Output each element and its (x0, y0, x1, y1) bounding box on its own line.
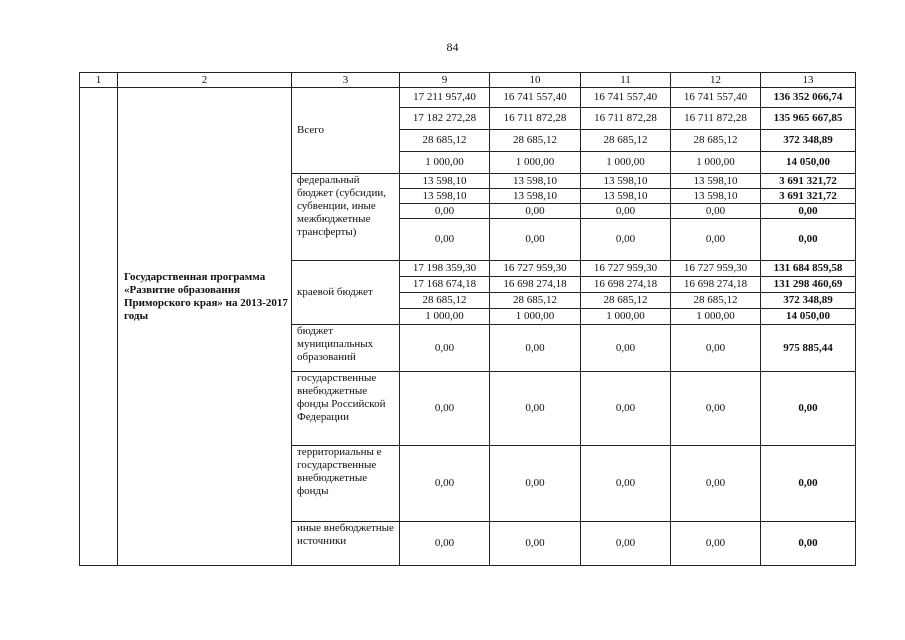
value-cell: 1 000,00 (400, 152, 490, 174)
value-cell: 16 711 872,28 (490, 108, 581, 130)
total-cell: 136 352 066,74 (761, 88, 856, 108)
value-cell: 16 741 557,40 (490, 88, 581, 108)
value-cell: 13 598,10 (581, 189, 671, 204)
value-cell: 0,00 (400, 372, 490, 446)
value-cell: 28 685,12 (400, 293, 490, 309)
value-cell: 28 685,12 (671, 130, 761, 152)
value-cell: 13 598,10 (581, 174, 671, 189)
value-cell: 0,00 (581, 372, 671, 446)
value-cell: 0,00 (400, 522, 490, 566)
value-cell: 0,00 (490, 372, 581, 446)
source-state-funds: государственные внебюджетные фонды Российской Федерации (292, 372, 400, 446)
total-cell: 372 348,89 (761, 130, 856, 152)
value-cell: 1 000,00 (581, 152, 671, 174)
source-regional: краевой бюджет (292, 261, 400, 325)
value-cell: 13 598,10 (400, 174, 490, 189)
value-cell: 0,00 (490, 325, 581, 372)
value-cell: 0,00 (400, 325, 490, 372)
value-cell: 0,00 (581, 522, 671, 566)
value-cell: 0,00 (671, 325, 761, 372)
value-cell: 1 000,00 (400, 309, 490, 325)
page-number: 84 (446, 40, 459, 54)
header-cell: 9 (400, 73, 490, 88)
value-cell: 1 000,00 (671, 152, 761, 174)
total-cell: 0,00 (761, 446, 856, 522)
value-cell: 16 711 872,28 (671, 108, 761, 130)
total-cell: 14 050,00 (761, 309, 856, 325)
header-cell: 2 (118, 73, 292, 88)
value-cell: 0,00 (400, 219, 490, 261)
source-territorial-funds: территориальны е государственные внебюджетные фонды (292, 446, 400, 522)
value-cell: 16 698 274,18 (581, 277, 671, 293)
source-federal: федеральный бюджет (субсидии, субвенции, иные межбюджетные трансферты) (292, 174, 400, 261)
value-cell: 16 741 557,40 (671, 88, 761, 108)
value-cell: 0,00 (671, 219, 761, 261)
header-cell: 3 (292, 73, 400, 88)
value-cell: 0,00 (671, 204, 761, 219)
total-cell: 3 691 321,72 (761, 174, 856, 189)
value-cell: 16 727 959,30 (671, 261, 761, 277)
total-cell: 0,00 (761, 204, 856, 219)
value-cell: 1 000,00 (490, 309, 581, 325)
value-cell: 13 598,10 (671, 189, 761, 204)
value-cell: 28 685,12 (400, 130, 490, 152)
value-cell: 1 000,00 (671, 309, 761, 325)
value-cell: 28 685,12 (581, 293, 671, 309)
header-cell: 10 (490, 73, 581, 88)
total-cell: 975 885,44 (761, 325, 856, 372)
source-municipal: бюджет муниципальных образований (292, 325, 400, 372)
total-cell: 14 050,00 (761, 152, 856, 174)
value-cell: 0,00 (490, 219, 581, 261)
value-cell: 16 698 274,18 (490, 277, 581, 293)
header-row (80, 73, 856, 88)
budget-table (79, 72, 856, 566)
total-cell: 0,00 (761, 219, 856, 261)
value-cell: 0,00 (671, 522, 761, 566)
value-cell: 13 598,10 (671, 174, 761, 189)
value-cell: 0,00 (671, 446, 761, 522)
total-cell: 131 684 859,58 (761, 261, 856, 277)
value-cell: 0,00 (671, 372, 761, 446)
value-cell: 16 698 274,18 (671, 277, 761, 293)
value-cell: 16 727 959,30 (581, 261, 671, 277)
value-cell: 17 198 359,30 (400, 261, 490, 277)
total-cell: 135 965 667,85 (761, 108, 856, 130)
value-cell: 0,00 (400, 204, 490, 219)
source-total: Всего (292, 88, 400, 174)
value-cell: 13 598,10 (490, 189, 581, 204)
total-cell: 372 348,89 (761, 293, 856, 309)
total-cell: 0,00 (761, 522, 856, 566)
value-cell: 0,00 (490, 204, 581, 219)
value-cell: 0,00 (581, 446, 671, 522)
total-cell: 3 691 321,72 (761, 189, 856, 204)
value-cell: 17 182 272,28 (400, 108, 490, 130)
value-cell: 28 685,12 (581, 130, 671, 152)
value-cell: 0,00 (581, 325, 671, 372)
value-cell: 17 168 674,18 (400, 277, 490, 293)
value-cell: 0,00 (490, 446, 581, 522)
header-cell: 11 (581, 73, 671, 88)
header-cell: 12 (671, 73, 761, 88)
value-cell: 17 211 957,40 (400, 88, 490, 108)
value-cell: 16 727 959,30 (490, 261, 581, 277)
total-cell: 131 298 460,69 (761, 277, 856, 293)
table-row (80, 88, 856, 108)
header-cell: 13 (761, 73, 856, 88)
row-number-cell (80, 88, 118, 566)
value-cell: 1 000,00 (581, 309, 671, 325)
program-name: Государственная программа «Развитие образования Приморского края» на 2013-2017 годы (118, 88, 292, 566)
value-cell: 28 685,12 (490, 130, 581, 152)
value-cell: 13 598,10 (490, 174, 581, 189)
value-cell: 0,00 (490, 522, 581, 566)
value-cell: 16 711 872,28 (581, 108, 671, 130)
value-cell: 16 741 557,40 (581, 88, 671, 108)
value-cell: 1 000,00 (490, 152, 581, 174)
header-cell: 1 (80, 73, 118, 88)
value-cell: 28 685,12 (490, 293, 581, 309)
source-other: иные внебюджетные источники (292, 522, 400, 566)
value-cell: 28 685,12 (671, 293, 761, 309)
total-cell: 0,00 (761, 372, 856, 446)
value-cell: 13 598,10 (400, 189, 490, 204)
value-cell: 0,00 (400, 446, 490, 522)
value-cell: 0,00 (581, 204, 671, 219)
value-cell: 0,00 (581, 219, 671, 261)
